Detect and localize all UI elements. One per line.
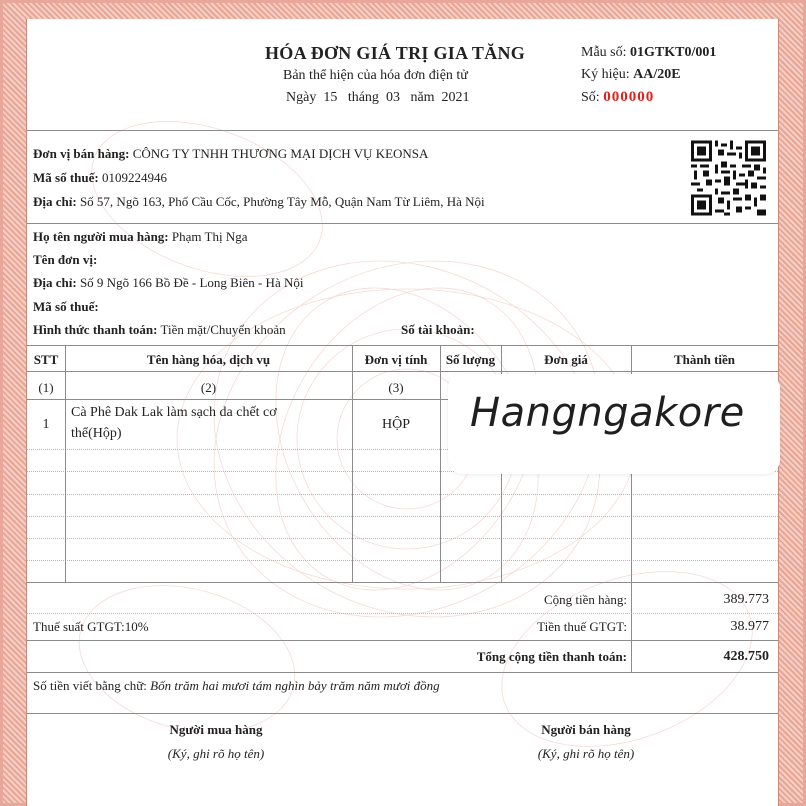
row-name-line1: Cà Phê Dak Lak làm sạch da chết cơ bbox=[71, 405, 277, 420]
buyer-unit-label: Tên đơn vị: bbox=[33, 252, 98, 267]
subtotal-value: 389.773 bbox=[723, 592, 769, 607]
account-label: Số tài khoản: bbox=[401, 322, 475, 337]
col-header-qty: Số lượng bbox=[445, 352, 496, 367]
number-value: 000000 bbox=[603, 89, 655, 105]
table-row-line bbox=[27, 494, 778, 495]
col-index-2: (2) bbox=[200, 380, 217, 395]
watermark-text: Hangngakore bbox=[470, 390, 745, 436]
table-row-line bbox=[27, 560, 778, 561]
table-row-line bbox=[27, 538, 778, 539]
table-bottom-border bbox=[27, 582, 778, 583]
divider bbox=[27, 713, 778, 714]
seller-unit bbox=[33, 146, 428, 162]
vat-label: Tiền thuế GTGT: bbox=[537, 619, 627, 634]
invoice-symbol bbox=[581, 67, 681, 83]
totals-line bbox=[27, 640, 778, 641]
buyer-signature-note: (Ký, ghi rõ họ tên) bbox=[167, 746, 265, 761]
buyer-address-label: Địa chỉ: bbox=[33, 275, 77, 290]
totals-line bbox=[27, 672, 778, 673]
symbol-label: Ký hiệu: bbox=[581, 67, 630, 82]
date-month-label: tháng bbox=[347, 90, 379, 105]
amount-in-words bbox=[33, 678, 440, 694]
payment-label: Hình thức thanh toán: bbox=[33, 322, 158, 337]
seller-unit-value: CÔNG TY TNHH THƯƠNG MẠI DỊCH VỤ KEONSA bbox=[132, 146, 429, 161]
seller-tax-value: 0109224946 bbox=[101, 170, 167, 185]
divider bbox=[27, 223, 778, 224]
totals-divider bbox=[631, 582, 632, 672]
seller-address-value: Số 57, Ngõ 163, Phố Cầu Cốc, Phường Tây Mỗ, Quận Nam Từ Liêm, Hà Nội bbox=[79, 194, 485, 209]
col-index-1: (1) bbox=[38, 380, 54, 395]
watermark-label bbox=[448, 374, 780, 474]
col-header-price: Đơn giá bbox=[544, 352, 588, 367]
col-header-unit: Đơn vị tính bbox=[364, 352, 428, 367]
invoice-date bbox=[286, 90, 470, 106]
form-label: Mẫu số: bbox=[581, 45, 627, 60]
form-number bbox=[581, 45, 716, 61]
buyer-tax-label: Mã số thuế: bbox=[33, 299, 99, 314]
seller-tax-label: Mã số thuế: bbox=[33, 170, 99, 185]
date-day-label: Ngày bbox=[286, 90, 317, 105]
words-value: Bốn trăm hai mươi tám nghìn bảy trăm năm mươi đồng bbox=[150, 678, 440, 693]
table-header-border bbox=[27, 371, 778, 372]
vat-value: 38.977 bbox=[730, 619, 769, 634]
col-header-stt: STT bbox=[33, 352, 59, 367]
form-value: 01GTKT0/001 bbox=[630, 45, 717, 60]
buyer-address-value: Số 9 Ngõ 166 Bồ Đề - Long Biên - Hà Nội bbox=[79, 275, 304, 290]
divider bbox=[27, 130, 778, 131]
grand-total-label: Tổng cộng tiền thanh toán: bbox=[476, 649, 627, 664]
table-row-line bbox=[27, 516, 778, 517]
date-year-label: năm bbox=[410, 90, 435, 105]
bank-account bbox=[401, 322, 475, 338]
row-stt: 1 bbox=[42, 417, 50, 432]
invoice-title: HÓA ĐƠN GIÁ TRỊ GIA TĂNG bbox=[265, 43, 526, 63]
seller-tax bbox=[33, 170, 167, 186]
payment-value: Tiền mặt/Chuyển khoản bbox=[160, 322, 286, 337]
row-unit: HỘP bbox=[381, 417, 410, 432]
seller-unit-label: Đơn vị bán hàng: bbox=[33, 146, 130, 161]
invoice-number bbox=[581, 89, 654, 106]
seller-address-label: Địa chỉ: bbox=[33, 194, 77, 209]
col-header-name: Tên hàng hóa, dịch vụ bbox=[146, 352, 271, 367]
date-year: 2021 bbox=[441, 90, 470, 105]
seller-signature-title: Người bán hàng bbox=[541, 722, 631, 737]
buyer-name-label: Họ tên người mua hàng: bbox=[33, 229, 169, 244]
buyer-signature-title: Người mua hàng bbox=[169, 722, 263, 737]
qr-code-icon bbox=[691, 140, 766, 216]
symbol-value: AA/20E bbox=[633, 67, 681, 82]
payment-method bbox=[33, 322, 286, 338]
invoice-subtitle: Bản thể hiện của hóa đơn điện tử bbox=[283, 68, 468, 83]
buyer-tax bbox=[33, 299, 99, 315]
totals-line bbox=[27, 613, 778, 614]
row-name-line2: thể(Hộp) bbox=[71, 426, 122, 441]
number-label: Số: bbox=[581, 90, 600, 105]
col-header-amount: Thành tiền bbox=[673, 352, 736, 367]
buyer-unit bbox=[33, 252, 97, 268]
date-day: 15 bbox=[323, 90, 338, 105]
words-label: Số tiền viết bằng chữ: bbox=[33, 678, 147, 693]
seller-signature-note: (Ký, ghi rõ họ tên) bbox=[537, 746, 635, 761]
table-top-border bbox=[27, 345, 778, 346]
buyer-address bbox=[33, 275, 303, 291]
seller-address bbox=[33, 194, 485, 210]
subtotal-label: Cộng tiền hàng: bbox=[543, 592, 627, 607]
grand-total-value: 428.750 bbox=[723, 649, 769, 664]
buyer-name-value: Phạm Thị Nga bbox=[171, 229, 248, 244]
vat-rate: Thuế suất GTGT:10% bbox=[33, 619, 149, 634]
col-index-3: (3) bbox=[388, 380, 404, 395]
table-col-divider bbox=[440, 345, 441, 582]
date-month: 03 bbox=[385, 90, 400, 105]
buyer-name bbox=[33, 229, 247, 245]
